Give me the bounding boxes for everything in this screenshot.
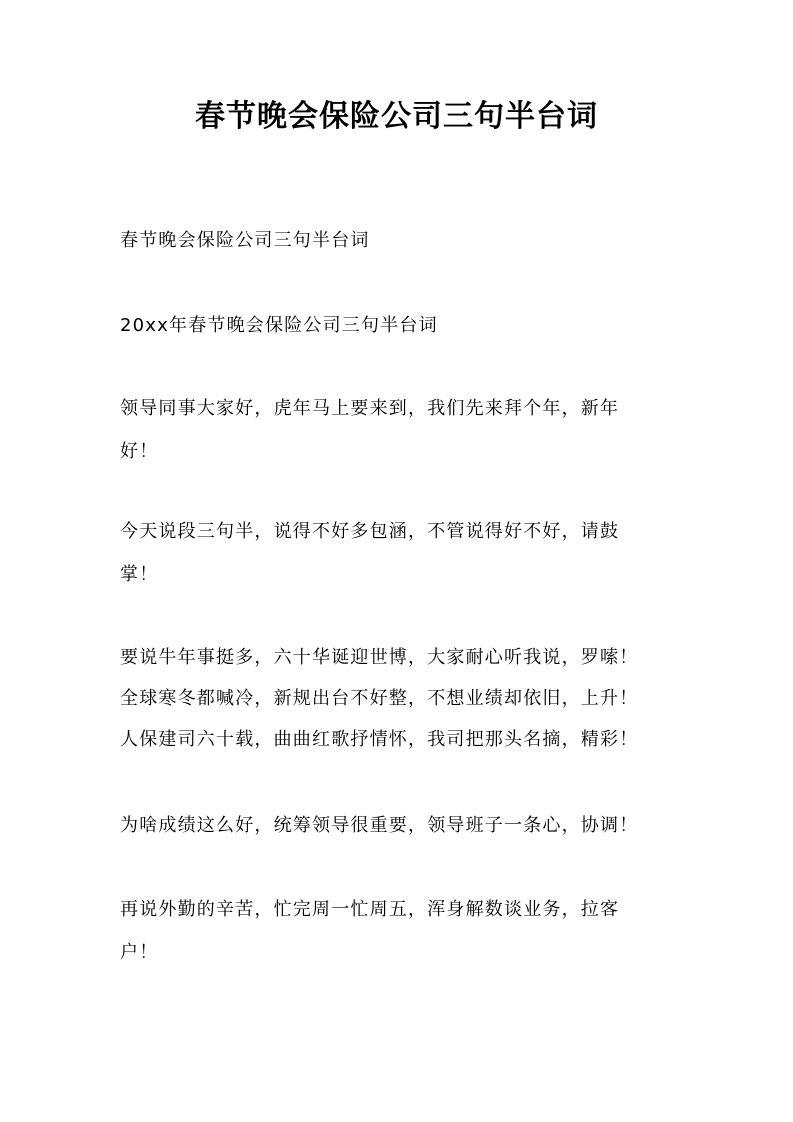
paragraph-line: 春节晚会保险公司三句半台词 (120, 230, 370, 251)
paragraph-line: 今天说段三句半，说得不好多包涵，不管说得好不好，请鼓 (120, 521, 620, 542)
paragraph-heading (120, 229, 680, 253)
paragraph-intro (120, 520, 680, 587)
paragraph-line: 户！ (120, 942, 159, 963)
paragraph-line: 再说外勤的辛苦，忙完周一忙周五，浑身解数谈业务，拉客 (120, 899, 620, 920)
paragraph-line: 要说牛年事挺多，六十华诞迎世博，大家耐心听我说，罗嗦！ (120, 647, 639, 668)
paragraph-line: 领导同事大家好，虎年马上要来到，我们先来拜个年，新年 (120, 398, 620, 419)
paragraph-greeting (120, 397, 680, 464)
paragraph-line: 人保建司六十载，曲曲红歌抒情怀，我司把那头名摘，精彩！ (120, 729, 639, 750)
paragraph-line: 掌！ (120, 564, 159, 585)
paragraph-line: 为啥成绩这么好，统筹领导很重要，领导班子一条心，协调！ (120, 815, 639, 836)
paragraph-line: 好！ (120, 441, 159, 462)
paragraph-subtitle (120, 314, 680, 338)
paragraph-line: 全球寒冬都喊冷，新规出台不好整，不想业绩却依旧，上升！ (120, 688, 639, 709)
paragraph-verse-1 (120, 646, 680, 752)
paragraph-verse-3 (120, 898, 680, 965)
paragraph-line: 20xx年春节晚会保险公司三句半台词 (120, 315, 438, 336)
paragraph-verse-2 (120, 814, 680, 838)
document-title: 春节晚会保险公司三句半台词 (195, 99, 598, 134)
